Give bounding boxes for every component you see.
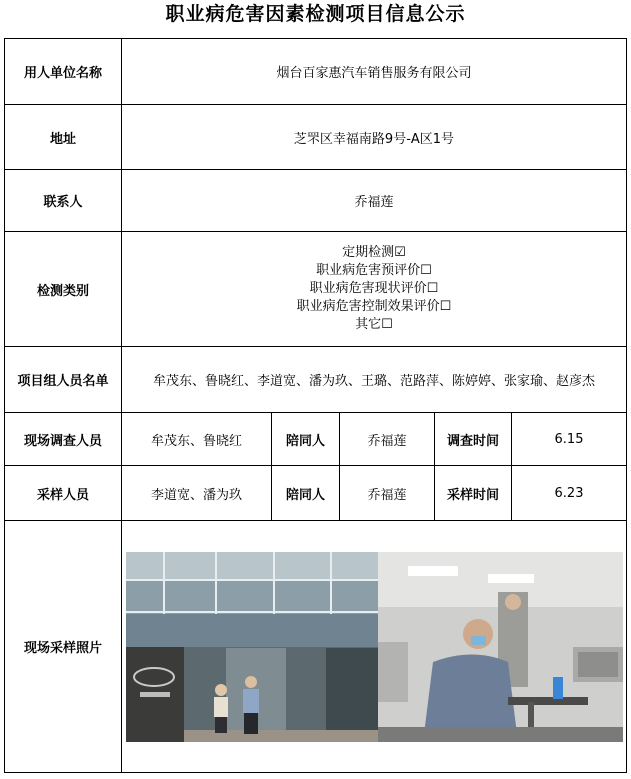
row-survey [5, 413, 627, 466]
sampling-companion-label: 陪同人 [272, 466, 340, 521]
category-option-pre-assessment: 职业病危害预评价☐ [316, 263, 432, 278]
photo-strip [126, 552, 623, 742]
row-team [5, 347, 627, 413]
row-employer [5, 39, 627, 105]
photos-cell [122, 521, 627, 773]
row-photos [5, 521, 627, 773]
contact-value: 乔福莲 [122, 170, 627, 232]
employer-label: 用人单位名称 [5, 39, 122, 105]
sampling-value: 李道宽、潘为玖 [122, 466, 272, 521]
survey-companion: 乔福莲 [340, 413, 435, 466]
category-option-control-assessment: 职业病危害控制效果评价☐ [296, 299, 452, 314]
sampling-time-label: 采样时间 [435, 466, 512, 521]
employer-value: 烟台百家惠汽车销售服务有限公司 [122, 39, 627, 105]
sampling-companion: 乔福莲 [340, 466, 435, 521]
category-label: 检测类别 [5, 232, 122, 347]
category-option-other: 其它☐ [355, 317, 393, 332]
row-address [5, 105, 627, 170]
category-option-status-assessment: 职业病危害现状评价☐ [309, 281, 439, 296]
category-options [122, 232, 627, 347]
contact-label: 联系人 [5, 170, 122, 232]
sampling-label: 采样人员 [5, 466, 122, 521]
address-value: 芝罘区幸福南路9号-A区1号 [122, 105, 627, 170]
survey-companion-label: 陪同人 [272, 413, 340, 466]
photo-sampling [378, 552, 623, 742]
info-table [4, 38, 627, 773]
survey-time-label: 调查时间 [435, 413, 512, 466]
survey-time: 6.15 [512, 413, 627, 466]
row-sampling [5, 466, 627, 521]
row-category [5, 232, 627, 347]
page-title: 职业病危害因素检测项目信息公示 [165, 3, 466, 25]
row-contact [5, 170, 627, 232]
team-value: 牟茂东、鲁晓红、李道宽、潘为玖、王璐、范路萍、陈婷婷、张家瑜、赵彦杰 [122, 347, 627, 413]
survey-value: 牟茂东、鲁晓红 [122, 413, 272, 466]
photo-storefront [126, 552, 378, 742]
survey-label: 现场调查人员 [5, 413, 122, 466]
address-label: 地址 [5, 105, 122, 170]
team-label: 项目组人员名单 [5, 347, 122, 413]
category-option-periodic: 定期检测☑ [342, 245, 406, 260]
sampling-time: 6.23 [512, 466, 627, 521]
photos-label: 现场采样照片 [5, 521, 122, 773]
